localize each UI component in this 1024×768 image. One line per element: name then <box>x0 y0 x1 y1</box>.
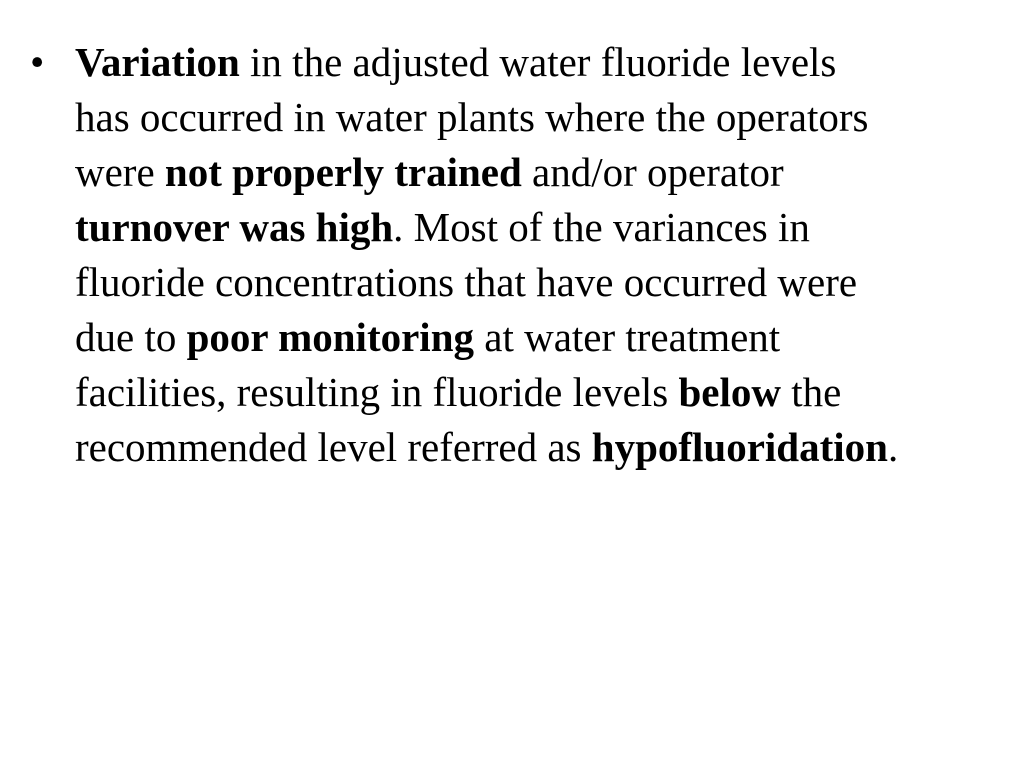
bullet-marker: • <box>30 39 45 85</box>
text-line <box>75 90 898 145</box>
bold-term: hypofluoridation <box>591 424 888 470</box>
text-line <box>75 365 898 420</box>
text-segment: . <box>887 424 899 470</box>
text-segment: the <box>780 369 842 415</box>
text-line <box>75 145 898 200</box>
bold-term: Variation <box>75 39 240 85</box>
text-line <box>75 255 898 310</box>
text-line <box>75 310 898 365</box>
bold-term: turnover was high <box>75 204 394 250</box>
text-segment: due to <box>75 314 187 360</box>
bold-term: below <box>678 369 781 415</box>
text-line <box>75 35 898 90</box>
bold-term: poor monitoring <box>186 314 474 360</box>
text-line <box>75 420 898 475</box>
text-segment: in the adjusted water fluoride levels <box>239 39 837 85</box>
text-segment: facilities, resulting in fluoride levels <box>75 369 679 415</box>
text-segment: were <box>75 149 165 195</box>
text-segment: recommended level referred as <box>75 424 592 470</box>
bold-term: not properly trained <box>164 149 522 195</box>
text-line <box>75 200 898 255</box>
text-segment: fluoride concentrations that have occurred were <box>75 259 858 305</box>
text-segment: . Most of the variances in <box>393 204 810 250</box>
text-segment: at water treatment <box>474 314 781 360</box>
text-segment: and/or operator <box>521 149 784 195</box>
text-segment: has occurred in water plants where the operators <box>75 94 869 140</box>
bullet-paragraph <box>75 35 898 475</box>
